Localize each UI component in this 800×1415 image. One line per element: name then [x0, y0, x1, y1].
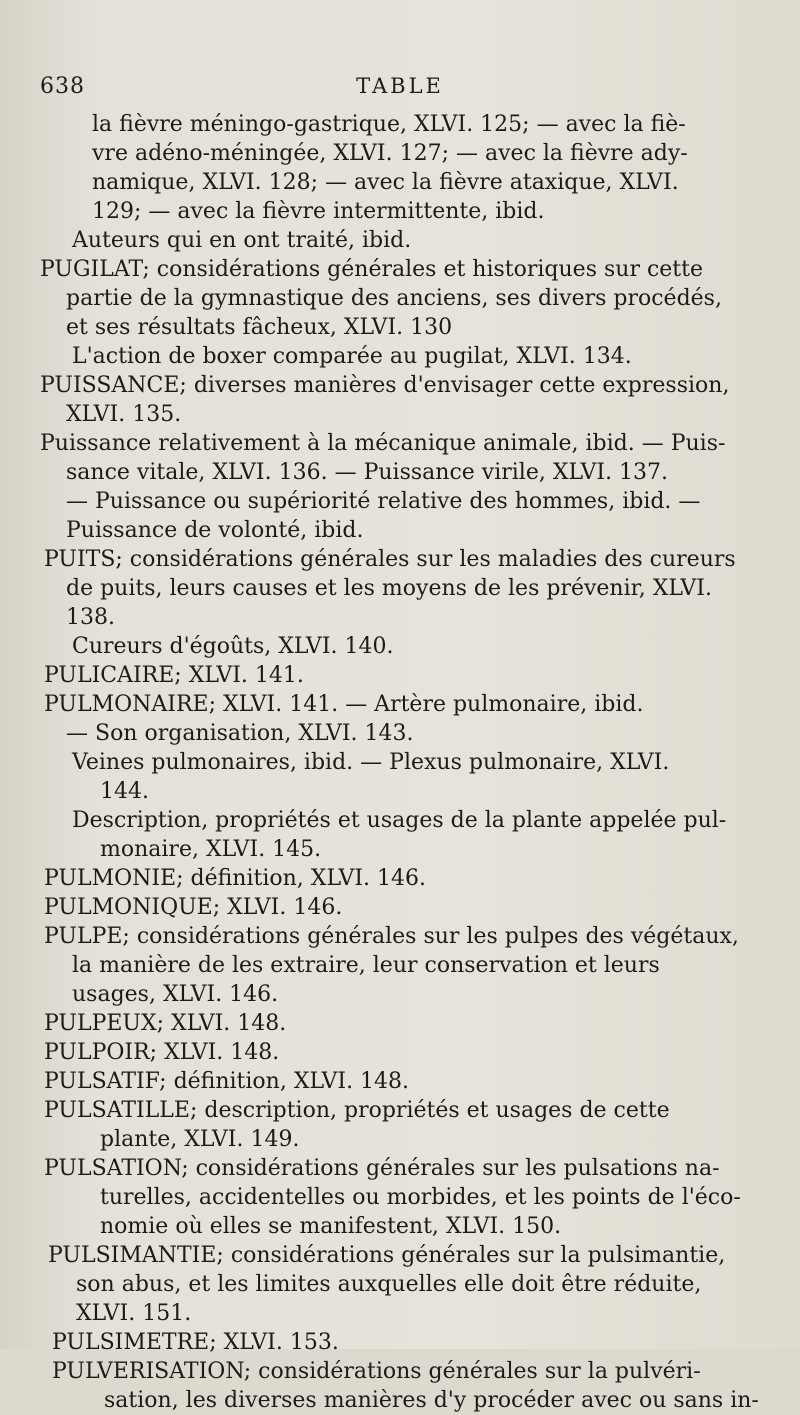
index-line: monaire, XLVI. 145.: [100, 837, 322, 862]
index-line: PULMONIQUE; XLVI. 146.: [44, 895, 343, 920]
index-line: — Puissance ou supériorité relative des hommes, ibid. —: [66, 489, 701, 514]
index-line: PUGILAT; considérations générales et historiques sur cette: [40, 257, 703, 282]
index-line: partie de la gymnastique des anciens, ses divers procédés,: [66, 286, 722, 311]
index-line: usages, XLVI. 146.: [72, 982, 279, 1007]
index-line: Veines pulmonaires, ibid. — Plexus pulmonaire, XLVI.: [72, 750, 670, 775]
index-line: la manière de les extraire, leur conservation et leurs: [72, 953, 660, 978]
index-line: Puissance de volonté, ibid.: [66, 518, 364, 543]
index-line: 129; — avec la fièvre intermittente, ibid.: [92, 199, 545, 224]
index-line: PULPEUX; XLVI. 148.: [44, 1011, 287, 1036]
index-line: PULSATION; considérations générales sur les pulsations na-: [44, 1156, 720, 1181]
index-line: 138.: [66, 605, 115, 630]
page-header: [40, 74, 760, 108]
index-line: PULSIMETRE; XLVI. 153.: [52, 1330, 339, 1355]
index-line: — Son organisation, XLVI. 143.: [66, 721, 414, 746]
index-entries: [40, 110, 759, 1415]
index-line: sance vitale, XLVI. 136. — Puissance virile, XLVI. 137.: [66, 460, 669, 485]
index-line: sation, les diverses manières d'y procéder avec ou sans in-: [104, 1388, 759, 1413]
index-line: nomie où elles se manifestent, XLVI. 150.: [100, 1214, 562, 1239]
index-line: turelles, accidentelles ou morbides, et les points de l'éco-: [100, 1185, 741, 1210]
index-line: PULSATILLE; description, propriétés et usages de cette: [44, 1098, 670, 1123]
index-line: PULSATIF; définition, XLVI. 148.: [44, 1069, 410, 1094]
page-number: 638: [40, 74, 85, 99]
index-line: namique, XLVI. 128; — avec la fièvre ataxique, XLVI.: [92, 170, 679, 195]
index-line: la fièvre méningo-gastrique, XLVI. 125; — avec la fiè-: [92, 112, 686, 137]
index-line: son abus, et les limites auxquelles elle doit être réduite,: [76, 1272, 702, 1297]
index-line: plante, XLVI. 149.: [100, 1127, 300, 1152]
running-title: TABLE: [356, 74, 444, 98]
index-line: PULMONIE; définition, XLVI. 146.: [44, 866, 427, 891]
index-line: de puits, leurs causes et les moyens de les prévenir, XLVI.: [66, 576, 712, 601]
index-line: XLVI. 135.: [66, 402, 182, 427]
index-line: PULICAIRE; XLVI. 141.: [44, 663, 304, 688]
index-line: Puissance relativement à la mécanique animale, ibid. — Puis-: [40, 431, 726, 456]
index-line: et ses résultats fâcheux, XLVI. 130: [66, 315, 453, 340]
index-line: XLVI. 151.: [76, 1301, 192, 1326]
index-line: Cureurs d'égoûts, XLVI. 140.: [72, 634, 394, 659]
index-line: L'action de boxer comparée au pugilat, XLVI. 134.: [72, 344, 632, 369]
index-line: vre adéno-méningée, XLVI. 127; — avec la fièvre ady-: [92, 141, 688, 166]
index-line: 144.: [100, 779, 149, 804]
index-line: Description, propriétés et usages de la plante appelée pul-: [72, 808, 727, 833]
index-line: PULPOIR; XLVI. 148.: [44, 1040, 280, 1065]
index-line: PULMONAIRE; XLVI. 141. — Artère pulmonaire, ibid.: [44, 692, 644, 717]
index-line: PUITS; considérations générales sur les maladies des cureurs: [44, 547, 736, 572]
index-line: Auteurs qui en ont traité, ibid.: [72, 228, 412, 253]
index-line: PULVERISATION; considérations générales sur la pulvéri-: [52, 1359, 701, 1384]
index-line: PUISSANCE; diverses manières d'envisager cette expression,: [40, 373, 730, 398]
index-line: PULPE; considérations générales sur les pulpes des végétaux,: [44, 924, 739, 949]
index-line: PULSIMANTIE; considérations générales sur la pulsimantie,: [48, 1243, 726, 1268]
